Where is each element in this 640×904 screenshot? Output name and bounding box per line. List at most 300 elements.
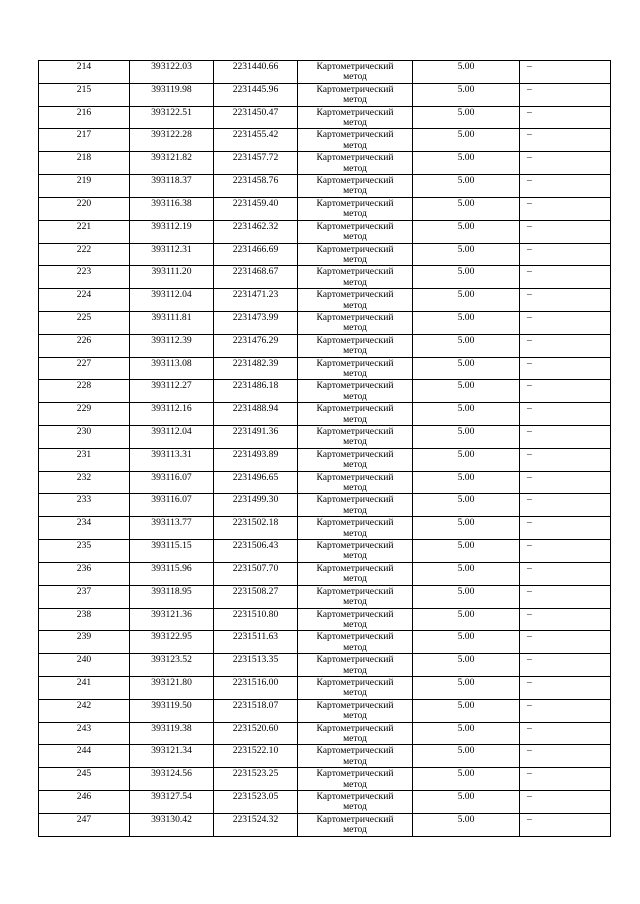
y-coordinate-cell: 2231488.94 [214, 403, 298, 426]
table-row [39, 791, 611, 814]
y-coordinate-cell: 2231499.30 [214, 494, 298, 517]
accuracy-cell: 5.00 [413, 699, 520, 722]
note-cell: – [520, 540, 611, 563]
y-coordinate-cell: 2231523.25 [214, 768, 298, 791]
note-cell: – [520, 608, 611, 631]
point-number-cell: 239 [39, 631, 130, 654]
note-cell: – [520, 334, 611, 357]
table-row [39, 106, 611, 129]
point-number-cell: 226 [39, 334, 130, 357]
method-cell [298, 585, 413, 608]
y-coordinate-cell: 2231466.69 [214, 243, 298, 266]
method-cell [298, 631, 413, 654]
table-row [39, 334, 611, 357]
method-cell [298, 357, 413, 380]
y-coordinate-cell: 2231491.36 [214, 426, 298, 449]
method-line-1: Картометрический [316, 791, 394, 802]
note-cell: – [520, 357, 611, 380]
table-row [39, 585, 611, 608]
accuracy-cell: 5.00 [413, 722, 520, 745]
accuracy-cell: 5.00 [413, 106, 520, 129]
x-coordinate-cell: 393112.04 [130, 426, 214, 449]
note-cell: – [520, 289, 611, 312]
y-coordinate-cell: 2231510.80 [214, 608, 298, 631]
accuracy-cell: 5.00 [413, 175, 520, 198]
method-line-2: метод [343, 504, 367, 516]
x-coordinate-cell: 393124.56 [130, 768, 214, 791]
table-row [39, 403, 611, 426]
accuracy-cell: 5.00 [413, 768, 520, 791]
table-row [39, 517, 611, 540]
method-line-1: Картометрический [316, 289, 394, 301]
method-line-1: Картометрический [316, 334, 394, 346]
table-row [39, 266, 611, 289]
x-coordinate-cell: 393121.80 [130, 676, 214, 699]
method-line-1: Картометрический [316, 426, 394, 437]
x-coordinate-cell: 393111.20 [130, 266, 214, 289]
coordinates-table [38, 60, 611, 837]
method-line-1: Картометрический [316, 152, 394, 164]
y-coordinate-cell: 2231457.72 [214, 152, 298, 175]
method-line-1: Картометрический [316, 722, 394, 734]
table-row [39, 540, 611, 563]
method-line-1: Картометрический [316, 220, 394, 232]
method-line-2: метод [343, 322, 367, 334]
table-row [39, 152, 611, 175]
method-cell [298, 471, 413, 494]
point-number-cell: 214 [39, 61, 130, 84]
accuracy-cell: 5.00 [413, 608, 520, 631]
method-line-2: метод [343, 801, 367, 813]
table-row [39, 129, 611, 152]
method-line-2: метод [343, 208, 367, 220]
table-row [39, 471, 611, 494]
y-coordinate-cell: 2231462.32 [214, 220, 298, 243]
x-coordinate-cell: 393119.50 [130, 699, 214, 722]
method-cell [298, 129, 413, 152]
x-coordinate-cell: 393122.95 [130, 631, 214, 654]
y-coordinate-cell: 2231473.99 [214, 311, 298, 334]
accuracy-cell: 5.00 [413, 220, 520, 243]
note-cell: – [520, 448, 611, 471]
method-cell [298, 380, 413, 403]
accuracy-cell: 5.00 [413, 61, 520, 84]
point-number-cell: 243 [39, 722, 130, 745]
method-cell [298, 106, 413, 129]
y-coordinate-cell: 2231506.43 [214, 540, 298, 563]
table-row [39, 768, 611, 791]
x-coordinate-cell: 393113.77 [130, 517, 214, 540]
y-coordinate-cell: 2231455.42 [214, 129, 298, 152]
method-cell [298, 517, 413, 540]
x-coordinate-cell: 393112.16 [130, 403, 214, 426]
method-cell [298, 175, 413, 198]
accuracy-cell: 5.00 [413, 448, 520, 471]
table-row [39, 448, 611, 471]
note-cell: – [520, 494, 611, 517]
method-cell [298, 540, 413, 563]
note-cell: – [520, 197, 611, 220]
y-coordinate-cell: 2231445.96 [214, 83, 298, 106]
accuracy-cell: 5.00 [413, 266, 520, 289]
method-line-1: Картометрический [316, 676, 394, 688]
method-cell [298, 768, 413, 791]
method-line-2: метод [343, 710, 367, 722]
point-number-cell: 216 [39, 106, 130, 129]
table-row [39, 654, 611, 677]
x-coordinate-cell: 393112.39 [130, 334, 214, 357]
point-number-cell: 242 [39, 699, 130, 722]
method-line-1: Картометрический [316, 585, 394, 597]
accuracy-cell: 5.00 [413, 334, 520, 357]
y-coordinate-cell: 2231502.18 [214, 517, 298, 540]
accuracy-cell: 5.00 [413, 380, 520, 403]
x-coordinate-cell: 393111.81 [130, 311, 214, 334]
point-number-cell: 246 [39, 791, 130, 814]
table-row [39, 426, 611, 449]
method-line-1: Картометрический [316, 562, 394, 574]
method-cell [298, 813, 413, 836]
note-cell: – [520, 220, 611, 243]
method-line-2: метод [343, 299, 367, 311]
method-cell [298, 699, 413, 722]
y-coordinate-cell: 2231518.07 [214, 699, 298, 722]
accuracy-cell: 5.00 [413, 83, 520, 106]
x-coordinate-cell: 393123.52 [130, 654, 214, 677]
method-line-1: Картометрический [316, 540, 394, 552]
y-coordinate-cell: 2231476.29 [214, 334, 298, 357]
point-number-cell: 225 [39, 311, 130, 334]
table-row [39, 631, 611, 654]
table-row [39, 494, 611, 517]
table-row [39, 745, 611, 768]
point-number-cell: 223 [39, 266, 130, 289]
method-line-1: Картометрический [316, 311, 394, 323]
point-number-cell: 234 [39, 517, 130, 540]
point-number-cell: 217 [39, 129, 130, 152]
point-number-cell: 224 [39, 289, 130, 312]
point-number-cell: 231 [39, 448, 130, 471]
x-coordinate-cell: 393118.95 [130, 585, 214, 608]
point-number-cell: 241 [39, 676, 130, 699]
table-row [39, 220, 611, 243]
note-cell: – [520, 676, 611, 699]
accuracy-cell: 5.00 [413, 654, 520, 677]
point-number-cell: 238 [39, 608, 130, 631]
note-cell: – [520, 152, 611, 175]
method-line-1: Картометрический [316, 608, 394, 620]
point-number-cell: 220 [39, 197, 130, 220]
note-cell: – [520, 83, 611, 106]
table-row [39, 289, 611, 312]
accuracy-cell: 5.00 [413, 152, 520, 175]
table-row [39, 243, 611, 266]
x-coordinate-cell: 393113.31 [130, 448, 214, 471]
x-coordinate-cell: 393118.37 [130, 175, 214, 198]
note-cell: – [520, 562, 611, 585]
method-cell [298, 311, 413, 334]
method-line-1: Картометрический [316, 631, 394, 643]
accuracy-cell: 5.00 [413, 311, 520, 334]
method-cell [298, 448, 413, 471]
method-line-2: метод [343, 641, 367, 653]
point-number-cell: 235 [39, 540, 130, 563]
point-number-cell: 230 [39, 426, 130, 449]
x-coordinate-cell: 393112.04 [130, 289, 214, 312]
table-row [39, 676, 611, 699]
note-cell: – [520, 517, 611, 540]
x-coordinate-cell: 393119.38 [130, 722, 214, 745]
method-line-2: метод [343, 413, 367, 425]
y-coordinate-cell: 2231523.05 [214, 791, 298, 814]
method-line-1: Картометрический [316, 83, 394, 95]
table-row [39, 699, 611, 722]
method-cell [298, 403, 413, 426]
method-line-2: метод [343, 459, 367, 471]
table-row [39, 61, 611, 84]
y-coordinate-cell: 2231511.63 [214, 631, 298, 654]
method-line-2: метод [343, 185, 367, 197]
point-number-cell: 215 [39, 83, 130, 106]
table-row [39, 562, 611, 585]
method-cell [298, 243, 413, 266]
method-line-1: Картометрический [316, 129, 394, 141]
note-cell: – [520, 631, 611, 654]
method-cell [298, 266, 413, 289]
note-cell: – [520, 791, 611, 814]
point-number-cell: 229 [39, 403, 130, 426]
accuracy-cell: 5.00 [413, 197, 520, 220]
method-line-1: Картометрический [316, 403, 394, 415]
x-coordinate-cell: 393116.07 [130, 494, 214, 517]
note-cell: – [520, 813, 611, 836]
method-cell [298, 152, 413, 175]
note-cell: – [520, 745, 611, 768]
method-cell [298, 676, 413, 699]
method-cell [298, 83, 413, 106]
note-cell: – [520, 175, 611, 198]
method-cell [298, 220, 413, 243]
y-coordinate-cell: 2231458.76 [214, 175, 298, 198]
method-cell [298, 494, 413, 517]
y-coordinate-cell: 2231493.89 [214, 448, 298, 471]
note-cell: – [520, 699, 611, 722]
x-coordinate-cell: 393121.36 [130, 608, 214, 631]
note-cell: – [520, 654, 611, 677]
note-cell: – [520, 106, 611, 129]
accuracy-cell: 5.00 [413, 540, 520, 563]
method-line-2: метод [343, 117, 367, 129]
x-coordinate-cell: 393115.15 [130, 540, 214, 563]
x-coordinate-cell: 393115.96 [130, 562, 214, 585]
y-coordinate-cell: 2231459.40 [214, 197, 298, 220]
accuracy-cell: 5.00 [413, 562, 520, 585]
point-number-cell: 228 [39, 380, 130, 403]
y-coordinate-cell: 2231507.70 [214, 562, 298, 585]
x-coordinate-cell: 393130.42 [130, 813, 214, 836]
accuracy-cell: 5.00 [413, 289, 520, 312]
method-line-1: Картометрический [316, 471, 394, 483]
method-line-2: метод [343, 276, 367, 288]
method-line-1: Картометрический [316, 357, 394, 369]
method-line-2: метод [343, 139, 367, 151]
x-coordinate-cell: 393116.07 [130, 471, 214, 494]
method-cell [298, 722, 413, 745]
method-cell [298, 562, 413, 585]
method-line-1: Картометрический [316, 266, 394, 278]
table-row [39, 722, 611, 745]
method-line-2: метод [343, 94, 367, 106]
accuracy-cell: 5.00 [413, 494, 520, 517]
y-coordinate-cell: 2231482.39 [214, 357, 298, 380]
x-coordinate-cell: 393121.34 [130, 745, 214, 768]
y-coordinate-cell: 2231471.23 [214, 289, 298, 312]
table-row [39, 608, 611, 631]
accuracy-cell: 5.00 [413, 676, 520, 699]
table-row [39, 311, 611, 334]
method-line-2: метод [343, 687, 367, 699]
note-cell: – [520, 61, 611, 84]
method-line-1: Картометрический [316, 448, 394, 460]
method-line-1: Картометрический [316, 197, 394, 209]
method-cell [298, 61, 413, 84]
method-line-2: метод [343, 345, 367, 357]
x-coordinate-cell: 393122.28 [130, 129, 214, 152]
note-cell: – [520, 722, 611, 745]
point-number-cell: 244 [39, 745, 130, 768]
method-line-1: Картометрический [316, 61, 394, 72]
note-cell: – [520, 380, 611, 403]
method-line-2: метод [343, 71, 367, 83]
method-line-1: Картометрический [316, 494, 394, 506]
accuracy-cell: 5.00 [413, 517, 520, 540]
point-number-cell: 222 [39, 243, 130, 266]
y-coordinate-cell: 2231496.65 [214, 471, 298, 494]
note-cell: – [520, 311, 611, 334]
method-line-2: метод [343, 732, 367, 744]
x-coordinate-cell: 393119.98 [130, 83, 214, 106]
point-number-cell: 233 [39, 494, 130, 517]
coordinates-table-body [39, 61, 611, 837]
method-line-2: метод [343, 482, 367, 494]
y-coordinate-cell: 2231508.27 [214, 585, 298, 608]
accuracy-cell: 5.00 [413, 745, 520, 768]
accuracy-cell: 5.00 [413, 791, 520, 814]
accuracy-cell: 5.00 [413, 403, 520, 426]
y-coordinate-cell: 2231468.67 [214, 266, 298, 289]
method-line-2: метод [343, 436, 367, 448]
table-row [39, 175, 611, 198]
method-cell [298, 334, 413, 357]
y-coordinate-cell: 2231522.10 [214, 745, 298, 768]
method-line-1: Картометрический [316, 768, 394, 780]
accuracy-cell: 5.00 [413, 426, 520, 449]
accuracy-cell: 5.00 [413, 631, 520, 654]
point-number-cell: 218 [39, 152, 130, 175]
note-cell: – [520, 403, 611, 426]
point-number-cell: 237 [39, 585, 130, 608]
y-coordinate-cell: 2231513.35 [214, 654, 298, 677]
method-line-1: Картометрический [316, 106, 394, 118]
method-line-2: метод [343, 824, 367, 836]
method-cell [298, 791, 413, 814]
method-line-1: Картометрический [316, 175, 394, 187]
point-number-cell: 240 [39, 654, 130, 677]
x-coordinate-cell: 393112.27 [130, 380, 214, 403]
accuracy-cell: 5.00 [413, 471, 520, 494]
x-coordinate-cell: 393121.82 [130, 152, 214, 175]
note-cell: – [520, 768, 611, 791]
method-line-2: метод [343, 664, 367, 676]
x-coordinate-cell: 393116.38 [130, 197, 214, 220]
x-coordinate-cell: 393127.54 [130, 791, 214, 814]
note-cell: – [520, 243, 611, 266]
point-number-cell: 236 [39, 562, 130, 585]
table-row [39, 197, 611, 220]
note-cell: – [520, 585, 611, 608]
point-number-cell: 247 [39, 813, 130, 836]
note-cell: – [520, 471, 611, 494]
method-line-1: Картометрический [316, 380, 394, 392]
point-number-cell: 219 [39, 175, 130, 198]
x-coordinate-cell: 393113.08 [130, 357, 214, 380]
method-cell [298, 197, 413, 220]
method-cell [298, 289, 413, 312]
note-cell: – [520, 129, 611, 152]
method-line-1: Картометрический [316, 699, 394, 711]
note-cell: – [520, 266, 611, 289]
method-line-2: метод [343, 573, 367, 585]
y-coordinate-cell: 2231520.60 [214, 722, 298, 745]
method-line-2: метод [343, 253, 367, 265]
accuracy-cell: 5.00 [413, 243, 520, 266]
method-cell [298, 608, 413, 631]
point-number-cell: 245 [39, 768, 130, 791]
x-coordinate-cell: 393112.31 [130, 243, 214, 266]
note-cell: – [520, 426, 611, 449]
table-row [39, 380, 611, 403]
accuracy-cell: 5.00 [413, 813, 520, 836]
method-line-2: метод [343, 162, 367, 174]
y-coordinate-cell: 2231450.47 [214, 106, 298, 129]
accuracy-cell: 5.00 [413, 585, 520, 608]
y-coordinate-cell: 2231516.00 [214, 676, 298, 699]
method-line-2: метод [343, 231, 367, 243]
accuracy-cell: 5.00 [413, 129, 520, 152]
y-coordinate-cell: 2231440.66 [214, 61, 298, 84]
accuracy-cell: 5.00 [413, 357, 520, 380]
x-coordinate-cell: 393122.51 [130, 106, 214, 129]
method-line-1: Картометрический [316, 243, 394, 255]
method-line-1: Картометрический [316, 745, 394, 757]
y-coordinate-cell: 2231486.18 [214, 380, 298, 403]
method-line-2: метод [343, 367, 367, 379]
method-line-2: метод [343, 550, 367, 562]
point-number-cell: 221 [39, 220, 130, 243]
method-cell [298, 745, 413, 768]
method-line-2: метод [343, 778, 367, 790]
method-line-2: метод [343, 596, 367, 608]
method-line-1: Картометрический [316, 813, 394, 825]
method-cell [298, 654, 413, 677]
x-coordinate-cell: 393122.03 [130, 61, 214, 84]
method-line-2: метод [343, 390, 367, 402]
method-line-2: метод [343, 755, 367, 767]
y-coordinate-cell: 2231524.32 [214, 813, 298, 836]
point-number-cell: 227 [39, 357, 130, 380]
method-line-2: метод [343, 527, 367, 539]
point-number-cell: 232 [39, 471, 130, 494]
